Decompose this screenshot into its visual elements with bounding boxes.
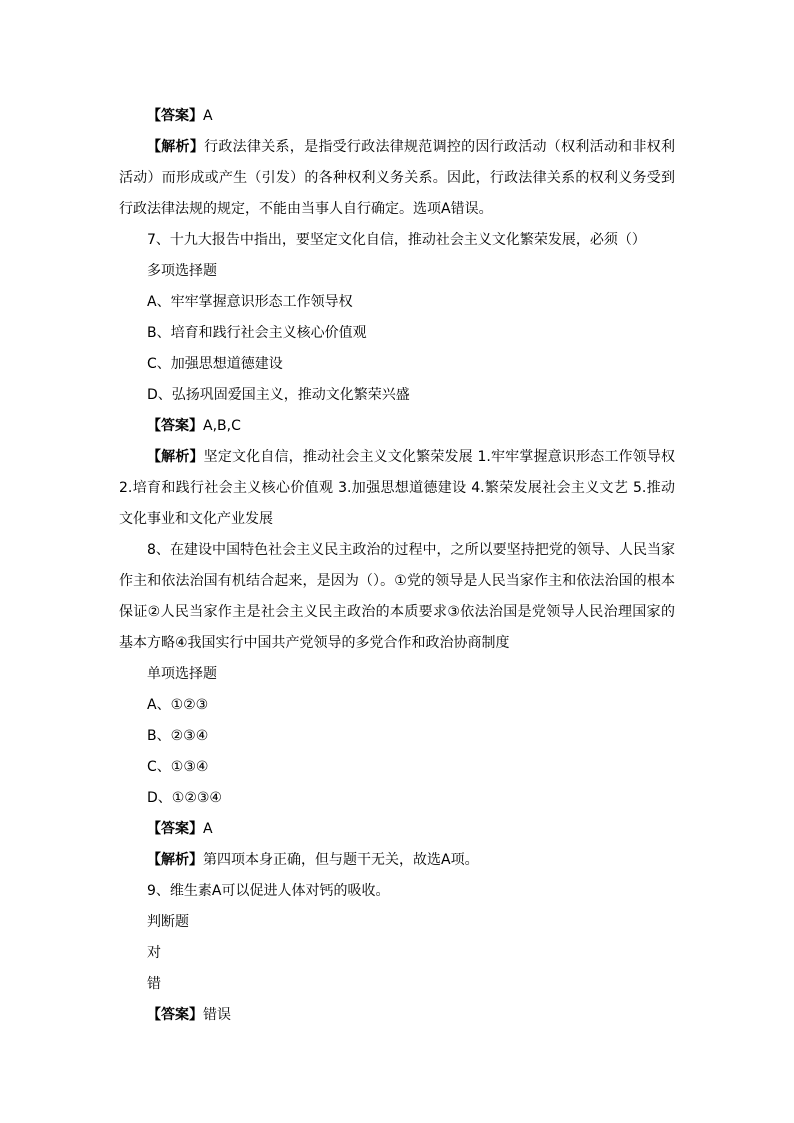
question-7-option-a: A、牢牢掌握意识形态工作领导权 (147, 294, 353, 310)
question-7-option-b: B、培育和践行社会主义核心价值观 (147, 325, 367, 341)
analysis-text: 第四项本身正确，但与题干无关，故选A项。 (203, 852, 479, 868)
answer-line (119, 101, 675, 132)
analysis-text: 坚定文化自信，推动社会主义文化繁荣发展 1.牢牢掌握意识形态工作领导权 2.培育和践行社会主义核心价值观 3.加强思想道德建设 4.繁荣发展社会主义文艺 5.推动文化事业和文化产业发展 (119, 449, 675, 527)
question-7: 7、十九大报告中指出，要坚定文化自信，推动社会主义文化繁荣发展，必须（） (147, 232, 646, 248)
answer-line (119, 814, 675, 845)
answer-value: A (203, 821, 213, 837)
analysis-text: 行政法律关系，是指受行政法律规范调控的因行政活动（权利活动和非权利活动）而形成或产生（引发）的各种权利义务关系。因此，行政法律关系的权利义务受到行政法律法规的规定，不能由当事人自行确定。选项A错误。 (119, 139, 676, 217)
answer-label: 【答案】 (147, 108, 203, 124)
answer-label: 【答案】 (147, 821, 203, 837)
answer-label: 【答案】 (147, 1007, 203, 1023)
question-8-option-b: B、②③④ (147, 728, 209, 744)
answer-line (119, 411, 675, 442)
answer-value: A (203, 108, 213, 124)
analysis-label: 【解析】 (147, 449, 204, 465)
question-9-option-false: 错 (147, 976, 161, 992)
analysis-paragraph (119, 442, 675, 535)
question-8-option-d: D、①②③④ (147, 790, 222, 806)
question-9-option-true: 对 (147, 945, 161, 961)
question-7-option-c: C、加强思想道德建设 (147, 356, 283, 372)
analysis-label: 【解析】 (147, 139, 205, 155)
question-9: 9、维生素A可以促进人体对钙的吸收。 (147, 883, 390, 899)
analysis-label: 【解析】 (147, 852, 203, 868)
question-7-option-d: D、弘扬巩固爱国主义，推动文化繁荣兴盛 (147, 387, 410, 403)
analysis-paragraph (119, 132, 675, 225)
answer-line (119, 1000, 675, 1031)
answer-label: 【答案】 (147, 418, 203, 434)
question-8-option-a: A、①②③ (147, 697, 209, 713)
document-page (119, 101, 675, 1031)
question-8-option-c: C、①③④ (147, 759, 209, 775)
answer-value: 错误 (203, 1007, 231, 1023)
analysis-line (119, 845, 675, 876)
question-8-type: 单项选择题 (147, 666, 217, 682)
question-8: 8、在建设中国特色社会主义民主政治的过程中，之所以要坚持把党的领导、人民当家作主和依法治国有机结合起来，是因为（）。①党的领导是人民当家作主和依法治国的根本保证②人民当家作主是社会主义民主政治的本质要求③依法治国是党领导人民治理国家的基本方略④我国实行中国共产党领导的多党合作和政治协商制度 (119, 542, 675, 651)
question-9-type: 判断题 (147, 914, 189, 930)
question-7-type: 多项选择题 (147, 263, 217, 279)
answer-value: A,B,C (203, 418, 241, 434)
